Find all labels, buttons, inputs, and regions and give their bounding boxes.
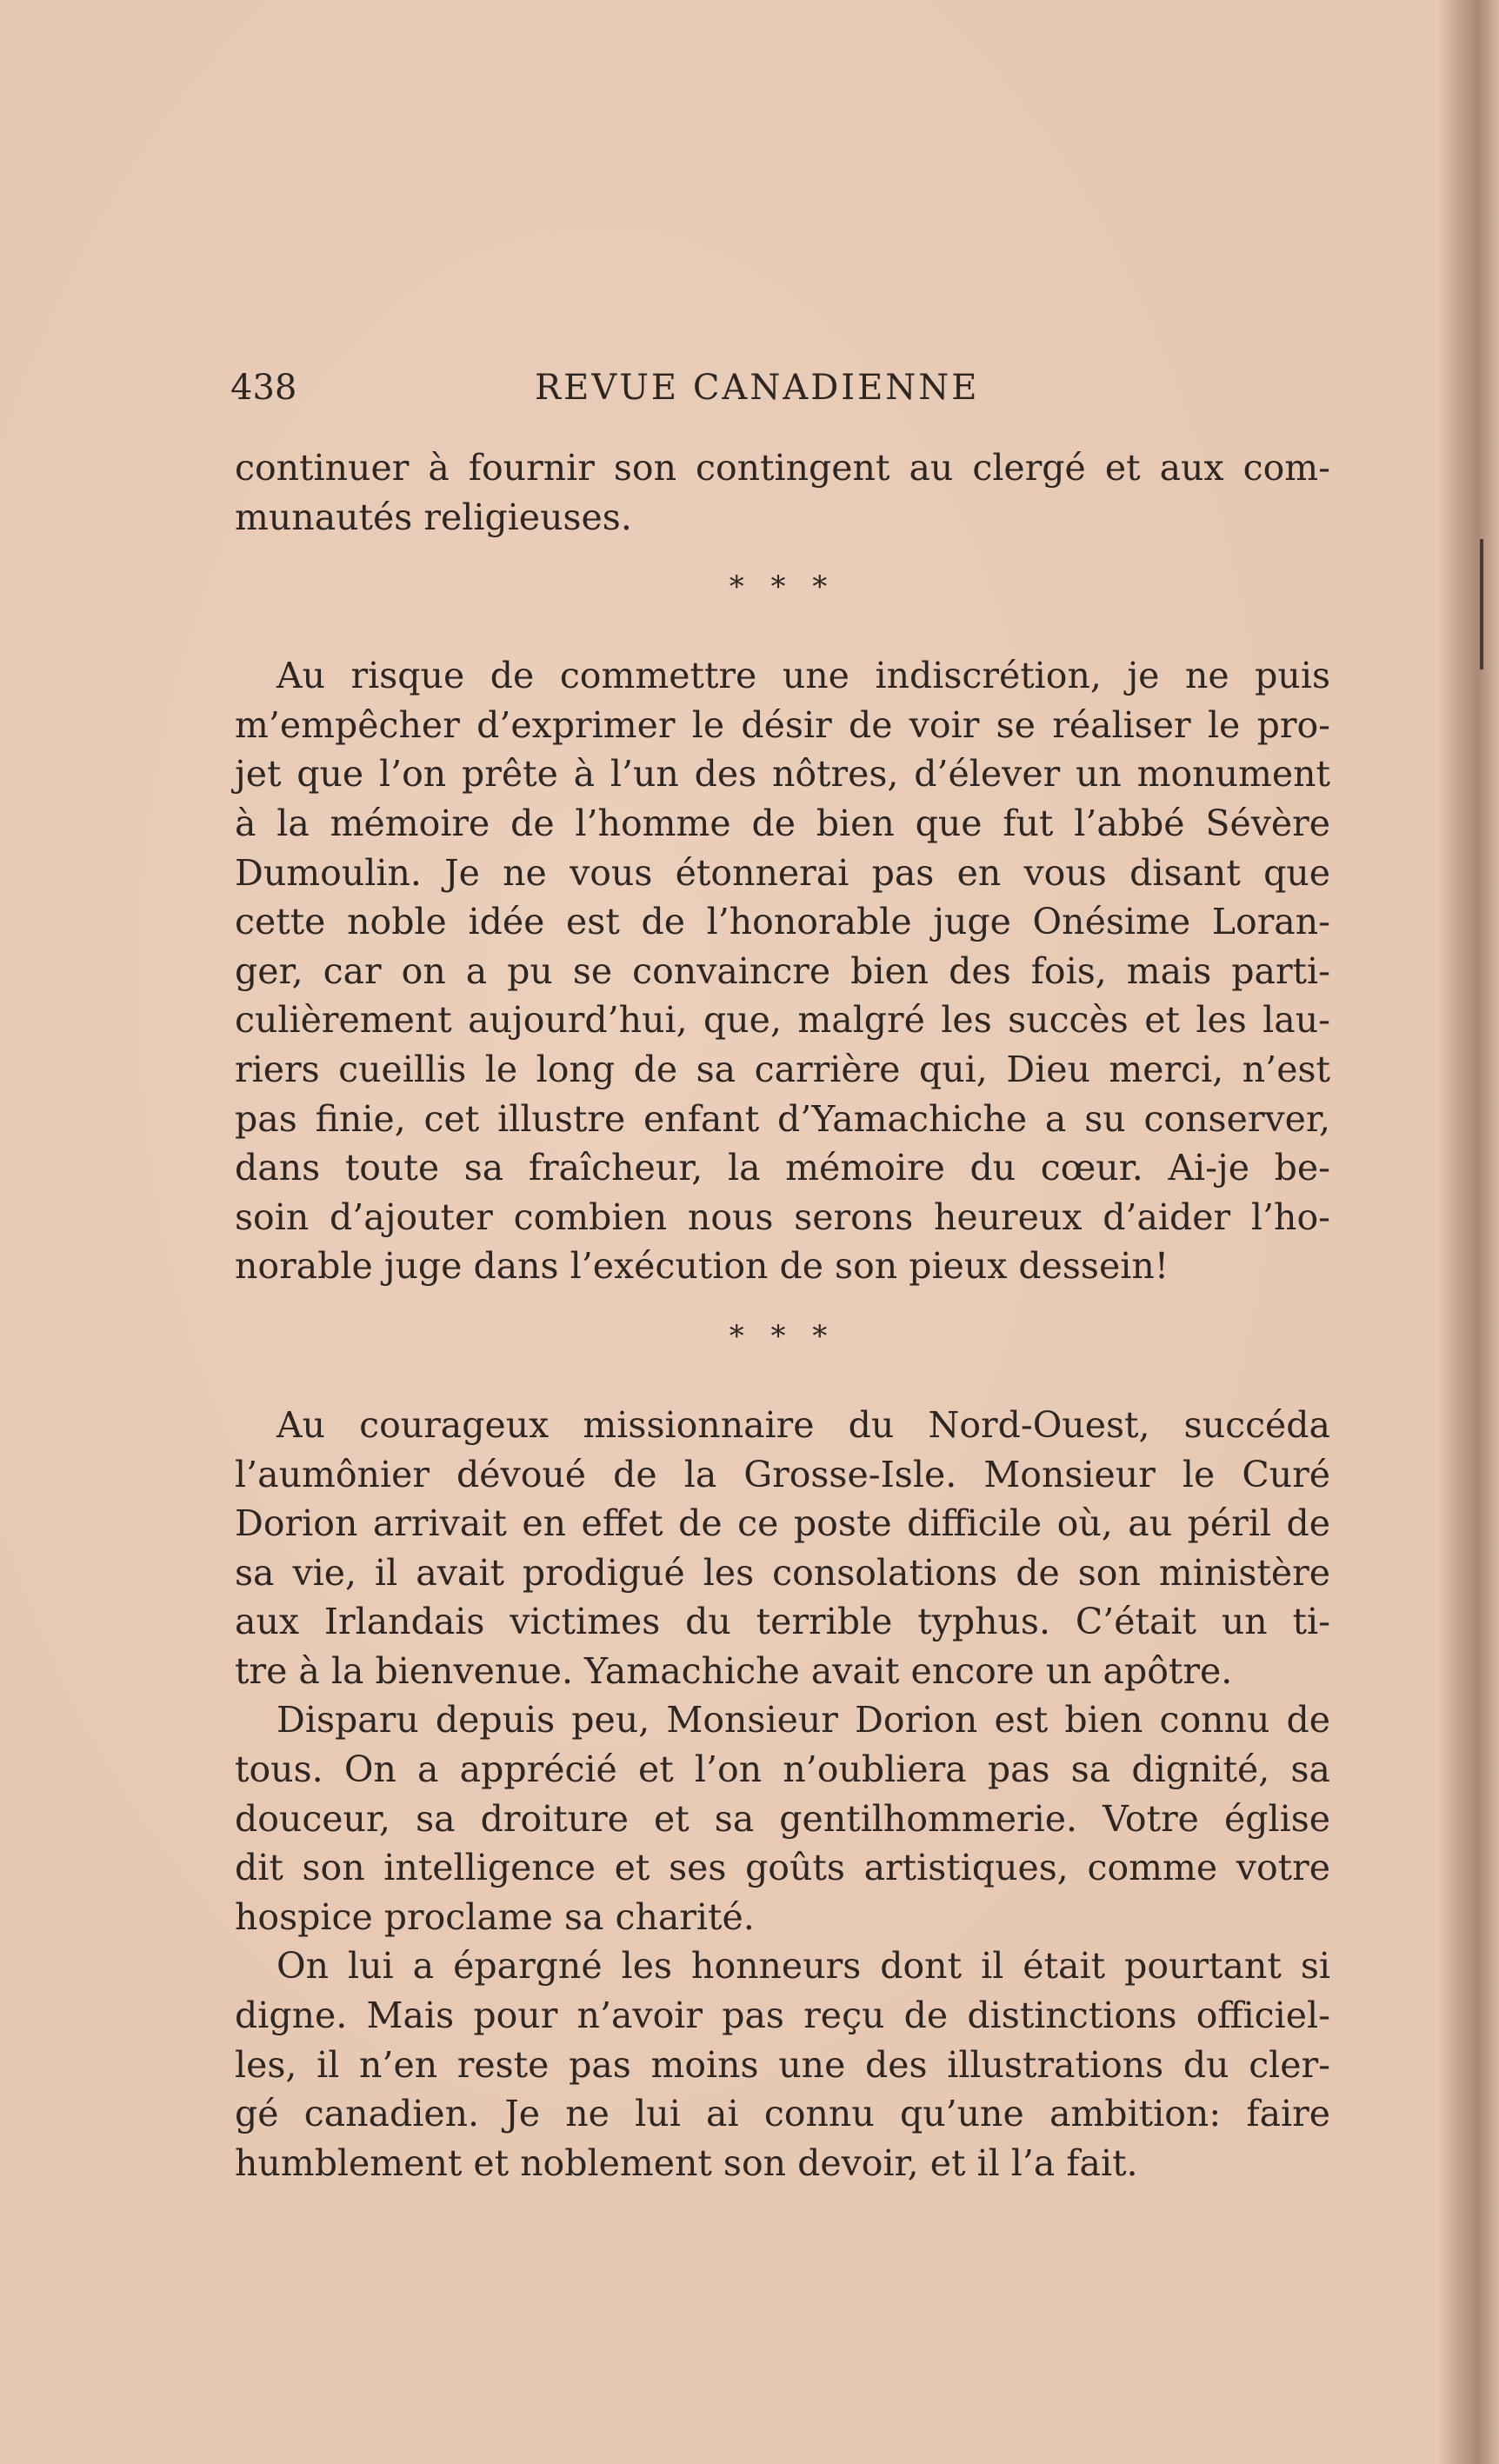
text-line: gé canadien. Je ne lui ai connu qu’une ambition: faire <box>235 2093 1330 2135</box>
text-line: dans toute sa fraîcheur, la mémoire du cœur. Ai-je be- <box>235 1147 1330 1189</box>
text-line: Dumoulin. Je ne vous étonnerai pas en vous disant que <box>235 851 1330 894</box>
paragraph <box>235 651 1330 1291</box>
page-header <box>230 363 1013 412</box>
text-line: culièrement aujourd’hui, que, malgré les succès et les lau- <box>235 999 1330 1042</box>
text-line: digne. Mais pour n’avoir pas reçu de distinctions officiel- <box>235 1995 1330 2037</box>
text-line: Au risque de commettre une indiscrétion, je ne puis <box>276 655 1330 697</box>
text-line: Au courageux missionnaire du Nord-Ouest, succéda <box>276 1403 1330 1446</box>
text-line: sa vie, il avait prodigué les consolations de son ministère <box>235 1551 1330 1594</box>
paragraph <box>235 1941 1330 2188</box>
text-line: riers cueillis le long de sa carrière qui, Dieu merci, n’est <box>235 1048 1330 1090</box>
text-line: pas finie, cet illustre enfant d’Yamachiche a su conserver, <box>235 1097 1330 1140</box>
text-line: Disparu depuis peu, Monsieur Dorion est bien connu de <box>276 1699 1330 1741</box>
section-separator: * * * <box>729 1318 836 1354</box>
text-line: dit son intelligence et ses goûts artistiques, comme votre <box>235 1847 1330 1889</box>
text-line: les, il n’en reste pas moins une des illustrations du cler- <box>235 2043 1330 2086</box>
text-line: munautés religieuses. <box>235 496 632 538</box>
text-line: humblement et noblement son devoir, et il l’a fait. <box>235 2141 1138 2184</box>
text-line: soin d’ajouter combien nous serons heureux d’aider l’ho- <box>235 1195 1330 1238</box>
text-line: Dorion arrivait en effet de ce poste difficile où, au péril de <box>235 1502 1330 1545</box>
running-head: REVUE CANADIENNE <box>535 368 980 408</box>
text-line: aux Irlandais victimes du terrible typhus. C’était un ti- <box>235 1601 1330 1643</box>
section-separator: * * * <box>729 569 836 605</box>
text-line: l’aumônier dévoué de la Grosse-Isle. Monsieur le Curé <box>235 1453 1330 1495</box>
text-line: continuer à fournir son contingent au clergé et aux com- <box>235 447 1330 489</box>
text-line: ger, car on a pu se convaincre bien des fois, mais parti- <box>235 949 1330 992</box>
binding-edge <box>1438 0 1499 2464</box>
binding-mark <box>1480 539 1483 669</box>
text-line: tous. On a apprécié et l’on n’oubliera pas sa dignité, sa <box>235 1748 1330 1791</box>
paragraph <box>235 1695 1330 1941</box>
paragraph <box>235 443 1330 542</box>
text-line: norable juge dans l’exécution de son pieux dessein! <box>235 1245 1169 1288</box>
text-line: jet que l’on prête à l’un des nôtres, d’élever un monument <box>235 753 1330 796</box>
text-line: On lui a épargné les honneurs dont il était pourtant si <box>276 1945 1330 1988</box>
page-number: 438 <box>230 368 297 408</box>
text-line: à la mémoire de l’homme de bien que fut l’abbé Sévère <box>235 802 1330 844</box>
text-line: hospice proclame sa charité. <box>235 1895 755 1938</box>
text-line: tre à la bienvenue. Yamachiche avait encore un apôtre. <box>235 1649 1233 1692</box>
text-line: cette noble idée est de l’honorable juge Onésime Loran- <box>235 901 1330 943</box>
text-line: douceur, sa droiture et sa gentilhommerie. Votre église <box>235 1797 1330 1840</box>
paragraph <box>235 1401 1330 1696</box>
body-text <box>235 443 1330 2188</box>
text-line: m’empêcher d’exprimer le désir de voir se réaliser le pro- <box>235 703 1330 746</box>
